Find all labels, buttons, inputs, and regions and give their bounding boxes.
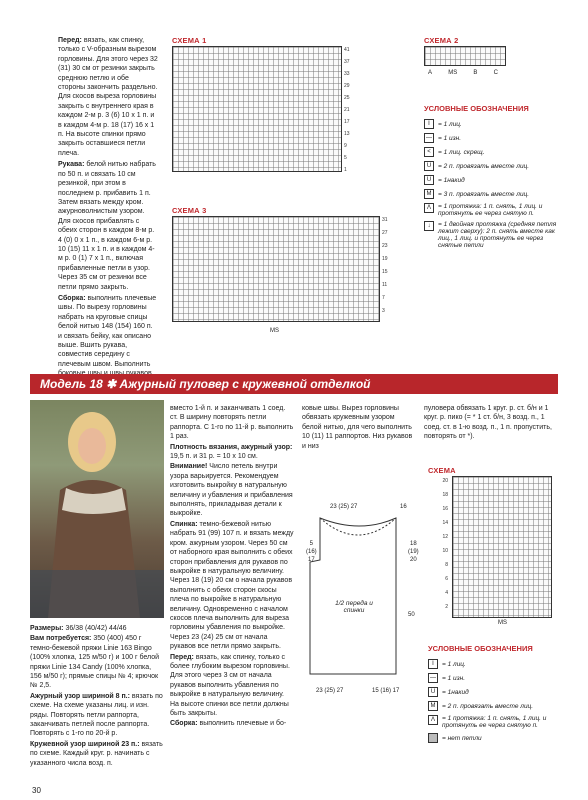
symbol-icon: ↓ bbox=[424, 221, 434, 231]
legend-item: I = 1 лиц. bbox=[428, 659, 568, 669]
symbol-icon: Λ bbox=[424, 203, 434, 213]
paragraph: Рукава: белой нитью набрать по 50 п. и связать 10 см резинкой, при этом в последнем р. прибавить 1 п. Затем вязать между кром. ажурноволнистым узором. Для скосов прибавлять с обеих сторон в каждом 8-м р. 4 (0) 0 х 1 п., в каждом 6-м р. 10 (15) 11 х 1 п. и в каждом 4-м р. 0 (1) 7 х 1 п., включая прибавленные петли в узор. Через 35 см от резинки все петли прямо закрыть. bbox=[58, 161, 156, 291]
pattern-right-mid: 50 bbox=[408, 612, 415, 618]
pattern-bottom-right: 15 (16) 17 bbox=[372, 688, 400, 694]
schema3-ms-label: MS bbox=[270, 328, 279, 334]
pattern-top-label: 23 (25) 27 bbox=[330, 504, 358, 510]
pattern-right-labels: 18 (19) 20 bbox=[408, 541, 419, 563]
schema2-labels: A MS B C bbox=[428, 70, 498, 76]
legend-item: — = 1 изн. bbox=[430, 674, 466, 682]
schema3-title: СХЕМА 3 bbox=[172, 206, 207, 215]
paragraph: Вам потребуется: 350 (400) 450 г темно-бежевой пряжи Linie 163 Bingo (100% хлопка, 125 м/50 г) и 100 г белой пряжи Linie 134 Candy (100% хлопка, 156 м/50 г); прямые спицы № 4; крючок № 2,5. bbox=[30, 635, 160, 690]
symbol-icon: U bbox=[424, 175, 434, 185]
symbol-icon: U bbox=[424, 161, 434, 171]
col4-text: пуловера обвязать 1 круг. р. ст. б/н и 1 круг. р. пико (= * 1 ст. б/н, 3 возд. п., 1 соед. ст. в 1-ю возд. п., 1 п. пропустить, повторять от *). bbox=[424, 405, 552, 441]
col2-text bbox=[170, 404, 294, 729]
symbol-icon: M bbox=[424, 189, 434, 199]
paragraph: Кружевной узор шириной 23 п.: вязать по схеме. Каждый круг. р. начинать с указанного числа возд. п. bbox=[30, 740, 163, 767]
legend-item: U = 1накид bbox=[428, 687, 568, 697]
schema3-grid bbox=[172, 216, 380, 322]
top-left-text bbox=[58, 36, 158, 379]
paragraph: Внимание! Число петель внутри узора варьируется. Рекомендуем изготовить выкройку в натуральную величину и убавления и прибавления выполнять, прикладывая детали к выкройке. bbox=[170, 463, 293, 518]
col3-text: ковые швы. Вырез горловины обвязать кружевным узором белой нитью, для чего выполнить 10 (11) 11 раппортов. Низ рукавов и низ bbox=[302, 405, 413, 450]
legend-item: M = 3 п. провязать вместе лиц. bbox=[424, 189, 564, 199]
model-photo bbox=[30, 400, 164, 618]
schema2-grid bbox=[424, 46, 506, 66]
legend2-title: УСЛОВНЫЕ ОБОЗНАЧЕНИЯ bbox=[428, 644, 533, 653]
col1-text bbox=[30, 624, 164, 768]
symbol-icon: I bbox=[428, 659, 438, 669]
legend-item: Λ = 1 протяжка: 1 п. снять, 1 лиц. и протянуть ее через снятую п. bbox=[428, 715, 568, 729]
schema-grid bbox=[452, 476, 552, 618]
symbol-icon: — bbox=[430, 675, 436, 681]
schema-row-numbers: 20 18 16 14 12 10 8 6 4 2 bbox=[442, 478, 448, 610]
legend-item: U = 2 п. провязать вместе лиц. bbox=[424, 161, 564, 171]
paragraph: Сборка: выполнить плечевые швы. По вырезу горловины набрать на круговые спицы белой нитью 148 (154) 160 п. и связать бейку, как описано выше. Вшить рукава, совместив середину с плечевым швом. Выполнить bbox=[58, 294, 157, 368]
pattern-left-labels: 5 (16) 17 bbox=[306, 541, 317, 563]
schema1-title: СХЕМА 1 bbox=[172, 36, 207, 45]
model-title: Модель 18 ✱ Ажурный пуловер с кружевной отделкой bbox=[40, 377, 371, 391]
schema1-row-numbers: 41 37 33 29 25 21 17 13 9 5 1 bbox=[344, 47, 350, 173]
pattern-top-right: 16 bbox=[400, 504, 407, 510]
paragraph: Ажурный узор шириной 8 п.: вязать по схеме. На схеме указаны лиц. и изн. ряды. Повторять петли раппорта, заканчивать петлей после раппорта. Повторять с 1-го по 20-й р. bbox=[30, 692, 163, 738]
legend-item: = нет петли bbox=[428, 733, 568, 743]
legend1-title: УСЛОВНЫЕ ОБОЗНАЧЕНИЯ bbox=[424, 104, 529, 113]
schema3-row-numbers: 31 27 23 19 15 11 7 3 bbox=[382, 217, 388, 314]
model-photo-illustration bbox=[30, 400, 164, 618]
legend-item: < = 1 лиц. скрещ. bbox=[424, 147, 564, 157]
legend-item: — = 1 изн. bbox=[426, 134, 462, 142]
paragraph: вместо 1-й п. и заканчивать 1 соед. ст. В ширину повторять петли раппорта. С 1-го по 11-й р. выполнить 1 раз. bbox=[170, 405, 294, 441]
symbol-icon: I bbox=[424, 119, 434, 129]
legend-item: I = 1 лиц. bbox=[424, 119, 564, 129]
paragraph: Размеры: 36/38 (40/42) 44/46 bbox=[30, 625, 127, 632]
symbol-icon: Λ bbox=[428, 715, 438, 725]
pattern-mid-label: 1/2 переда и спинки bbox=[335, 600, 373, 614]
schema2-title: СХЕМА 2 bbox=[424, 36, 459, 45]
legend-item: U = 1накид bbox=[424, 175, 564, 185]
symbol-icon: < bbox=[424, 147, 434, 157]
legend1 bbox=[424, 104, 564, 253]
paragraph: Перед: вязать, как спинку, только с более глубоким вырезом горловины. Для этого через 3 см от начала рукавов выполнить убавления по выкройке в натуральную величину. На высоте спинки все петли должны быть закрыты. bbox=[170, 653, 290, 717]
legend2 bbox=[428, 644, 568, 747]
symbol-icon bbox=[428, 733, 438, 743]
pattern-schematic bbox=[300, 504, 418, 686]
model-banner bbox=[30, 374, 558, 394]
paragraph: Плотность вязания, ажурный узор: 19,5 п. и 31 р. = 10 х 10 см. bbox=[170, 443, 293, 461]
schema-ms-label: MS bbox=[498, 620, 507, 626]
paragraph: Сборка: выполнить плечевые и бо- bbox=[170, 720, 287, 728]
schema-title: СХЕМА bbox=[428, 466, 456, 475]
pattern-bottom-left: 23 (25) 27 bbox=[316, 688, 344, 694]
page-number: 30 bbox=[32, 786, 41, 795]
legend-item: M = 2 п. провязать вместе лиц. bbox=[428, 701, 568, 711]
schema1-grid bbox=[172, 46, 342, 172]
legend-item: ↓ = 1 двойная протяжка (средняя петля лежит сверху): 2 п. снять вместе как лиц., 1 лиц. и протянуть ее через снятые петли bbox=[424, 221, 564, 249]
legend-item: Λ = 1 протяжка: 1 п. снять, 1 лиц. и протянуть ее через снятую п. bbox=[424, 203, 564, 217]
paragraph: Перед: вязать, как спинку, только с V-образным вырезом горловины. Для этого через 32 (31) 30 см от резинки закрыть среднюю петлю и обе стороны закончить раздельно. Для скосов выреза горловины закрыть с внутреннего края в каждом 2-м р. 3 (6) 10 х 1 п. и в каждом 4-м р. 18 (17) 16 х 1 п. На высоте спинки прямо закрыть оставшиеся петли плеча. bbox=[58, 37, 158, 157]
symbol-icon: M bbox=[428, 701, 438, 711]
symbol-icon: — bbox=[426, 135, 432, 141]
symbol-icon: U bbox=[428, 687, 438, 697]
paragraph: Спинка: темно-бежевой нитью набрать 91 (99) 107 п. и вязать между кром. ажурным узором. Через 50 см от наборного края выполнить с обеих сторон прибавления для рукавов по выкройке в натуральную величину. Через 18 (19) 20 см о начала рукавов выполнить с обеих сторон скосы плеча по выкройке в натуральную величину. Одновременно с началом скосов плеча выполнить для выреза горловины убавления по выкройке. Через 23 (24) 25 см от начала рукавов все петли прямо закрыть. bbox=[170, 520, 294, 651]
